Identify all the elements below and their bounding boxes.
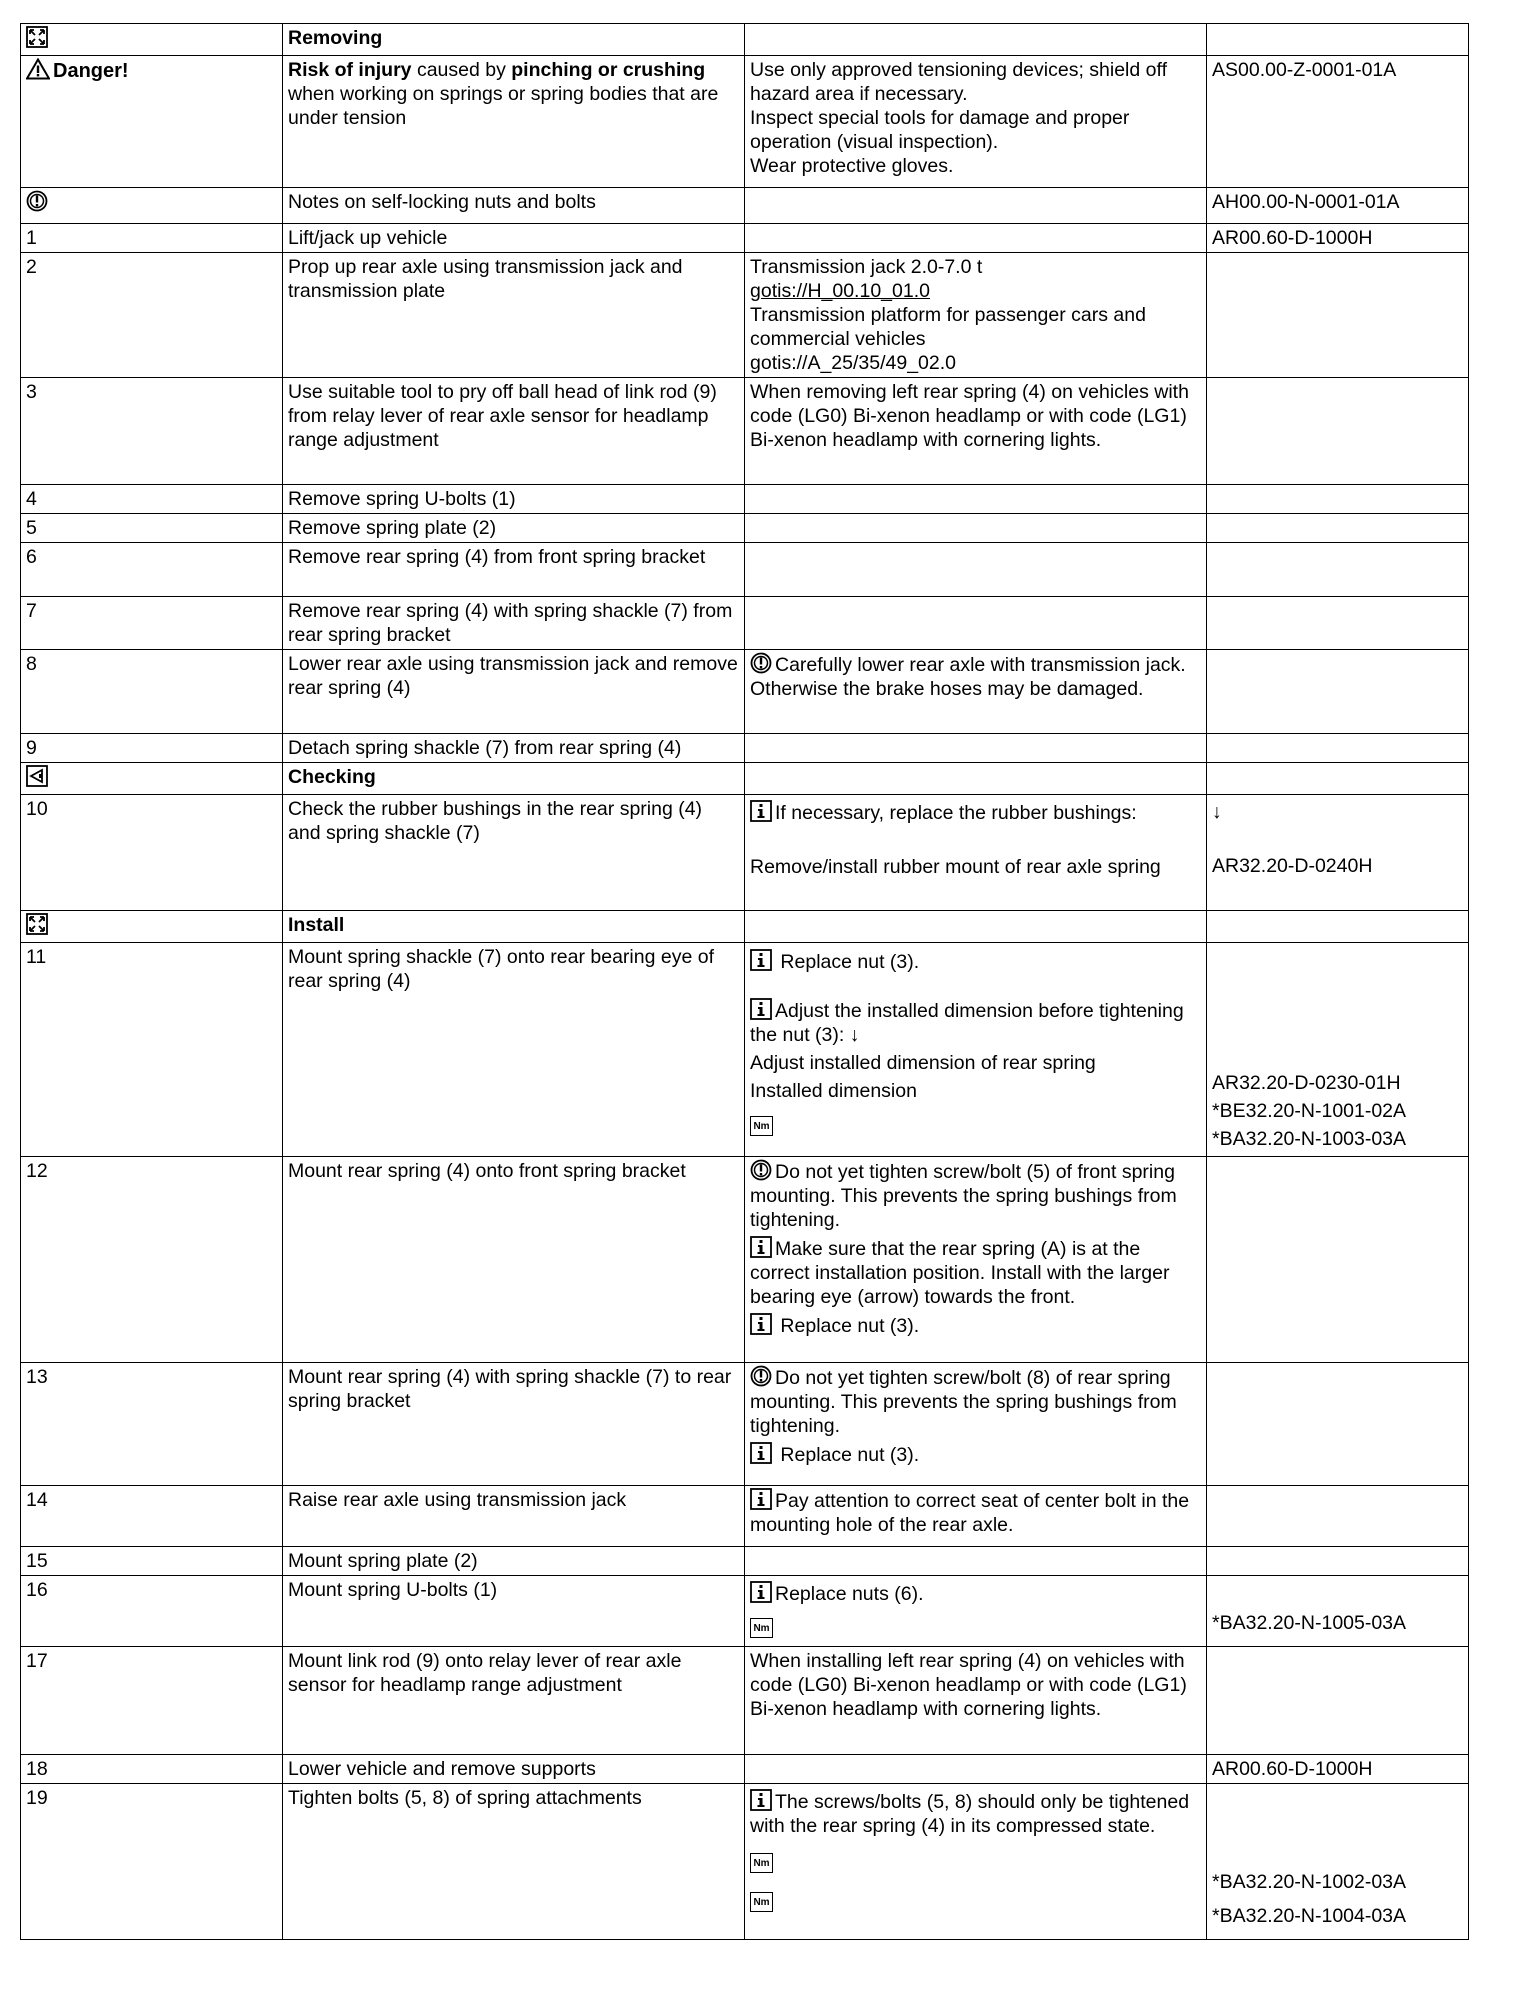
- step-row: 14 Raise rear axle using transmission jack Pay attention to correct seat of center bolt in the mounting hole of the rear axle.: [21, 1486, 1469, 1547]
- down-arrow-icon: ↓: [1212, 801, 1222, 823]
- gotis-link-platform[interactable]: gotis://A_25/35/49_02.0: [750, 352, 956, 374]
- step-row: 12 Mount rear spring (4) onto front spring bracket Do not yet tighten screw/bolt (5) of front spring mounting. This prevents the spring bushings from tightening. Make sure that the rear spring (A) is at the correct installation position. Install with the larger bearing eye (arrow) towards the front. Replace nut (3).: [21, 1157, 1469, 1363]
- info-icon: [750, 1488, 772, 1510]
- gotis-link-jack[interactable]: gotis://H_00.10_01.0: [750, 280, 930, 302]
- danger-row: [21, 56, 1469, 188]
- info-icon: [750, 949, 772, 971]
- warning-triangle-icon: [26, 58, 50, 80]
- step-row: 1 Lift/jack up vehicle AR00.60-D-1000H: [21, 224, 1469, 253]
- section-row-removing: [21, 24, 1469, 56]
- caution-icon: [750, 1159, 772, 1181]
- danger-measures: Use only approved tensioning devices; shield off hazard area if necessary. Inspect special tools for damage and proper operation (visual inspection). Wear protective gloves.: [745, 56, 1207, 188]
- info-icon: [750, 1442, 772, 1464]
- step-row: 7 Remove rear spring (4) with spring shackle (7) from rear spring bracket: [21, 597, 1469, 650]
- step-row: 18 Lower vehicle and remove supports AR00.60-D-1000H: [21, 1755, 1469, 1784]
- checking-icon: [26, 765, 48, 787]
- caution-icon: [750, 1365, 772, 1387]
- step18-ref-link[interactable]: AR00.60-D-1000H: [1207, 1755, 1469, 1784]
- step-row: 8 Lower rear axle using transmission jack and remove rear spring (4) Carefully lower rear axle with transmission jack. Otherwise the brake hoses may be damaged.: [21, 650, 1469, 734]
- notes-row: [21, 188, 1469, 224]
- section-row-checking: [21, 763, 1469, 795]
- step11-ref-link-2[interactable]: *BE32.20-N-1001-02A: [1212, 1100, 1407, 1122]
- torque-nm-icon: Nm: [750, 1618, 773, 1638]
- danger-label: Danger!: [53, 60, 129, 82]
- step-row: 5 Remove spring plate (2): [21, 514, 1469, 543]
- danger-description: Risk of injury caused by pinching or crushing when working on springs or spring bodies that are under tension: [283, 56, 745, 188]
- down-arrow-icon: ↓: [849, 1024, 860, 1046]
- torque-nm-icon: Nm: [750, 1116, 773, 1136]
- section-title-install: Install: [283, 911, 745, 943]
- removing-icon-cell: [21, 24, 283, 56]
- notes-text: Notes on self-locking nuts and bolts: [283, 188, 745, 224]
- step2-tools: Transmission jack 2.0-7.0 t gotis://H_00.10_01.0 Transmission platform for passenger cars and commercial vehicles gotis://A_25/35/49_02.0: [745, 253, 1207, 378]
- step-row: 15 Mount spring plate (2): [21, 1547, 1469, 1576]
- procedure-table: [20, 23, 1469, 1940]
- step-row: 9 Detach spring shackle (7) from rear spring (4): [21, 734, 1469, 763]
- torque-nm-icon: Nm: [750, 1853, 773, 1873]
- expand-icon: [26, 26, 48, 48]
- step-row: 13 Mount rear spring (4) with spring shackle (7) to rear spring bracket Do not yet tighten screw/bolt (8) of rear spring mounting. This prevents the spring bushings from tightening. Replace nut (3).: [21, 1363, 1469, 1486]
- step19-ref-link-1[interactable]: *BA32.20-N-1002-03A: [1212, 1871, 1407, 1893]
- step-row: 16 Mount spring U-bolts (1) Replace nuts (6). Nm *BA32.20-N-1005-03A: [21, 1576, 1469, 1647]
- step-row: 19 Tighten bolts (5, 8) of spring attachments The screws/bolts (5, 8) should only be tightened with the rear spring (4) in its compressed state. Nm Nm *BA32.20-N-1002-03A *BA32.20-N-1004-03A: [21, 1784, 1469, 1940]
- danger-cell: [21, 56, 283, 188]
- step10-ref-link[interactable]: AR32.20-D-0240H: [1212, 855, 1373, 877]
- notes-ref-link[interactable]: AH00.00-N-0001-01A: [1207, 188, 1469, 224]
- section-row-install: [21, 911, 1469, 943]
- step-row: 3 Use suitable tool to pry off ball head of link rod (9) from relay lever of rear axle sensor for headlamp range adjustment When removing left rear spring (4) on vehicles with code (LG0) Bi-xenon headlamp or with code (LG1) Bi-xenon headlamp with cornering lights.: [21, 378, 1469, 485]
- step1-ref-link[interactable]: AR00.60-D-1000H: [1207, 224, 1469, 253]
- step11-ref-link-1[interactable]: AR32.20-D-0230-01H: [1212, 1072, 1401, 1094]
- step-row: 2 Prop up rear axle using transmission jack and transmission plate Transmission jack 2.0-7.0 t gotis://H_00.10_01.0 Transmission platform for passenger cars and commercial vehicles gotis://A_25/35/49_02.0: [21, 253, 1469, 378]
- info-icon: [750, 1789, 772, 1811]
- step-row: 4 Remove spring U-bolts (1): [21, 485, 1469, 514]
- info-icon: [750, 1236, 772, 1258]
- info-icon: [750, 1313, 772, 1335]
- info-icon: [750, 1581, 772, 1603]
- step19-ref-link-2[interactable]: *BA32.20-N-1004-03A: [1212, 1905, 1407, 1927]
- step-row: 6 Remove rear spring (4) from front spring bracket: [21, 543, 1469, 597]
- info-icon: [750, 998, 772, 1020]
- section-title-checking: Checking: [283, 763, 745, 795]
- caution-icon: [750, 652, 772, 674]
- self-locking-note-icon: [26, 190, 48, 212]
- install-icon: [26, 913, 48, 935]
- step-row: 17 Mount link rod (9) onto relay lever of rear axle sensor for headlamp range adjustment When installing left rear spring (4) on vehicles with code (LG0) Bi-xenon headlamp or with code (LG1) Bi-xenon headlamp with cornering lights.: [21, 1647, 1469, 1755]
- section-title-removing: Removing: [283, 24, 745, 56]
- step16-ref-link[interactable]: *BA32.20-N-1005-03A: [1212, 1612, 1407, 1634]
- torque-nm-icon: Nm: [750, 1892, 773, 1912]
- step11-ref-link-3[interactable]: *BA32.20-N-1003-03A: [1212, 1128, 1407, 1150]
- info-icon: [750, 800, 772, 822]
- danger-ref-link[interactable]: AS00.00-Z-0001-01A: [1207, 56, 1469, 188]
- step-row: 10 Check the rubber bushings in the rear spring (4) and spring shackle (7) If necessary, replace the rubber bushings: Remove/install rubber mount of rear axle spring ↓ AR32.20-D-0240H: [21, 795, 1469, 911]
- step-row: 11 Mount spring shackle (7) onto rear bearing eye of rear spring (4) Replace nut (3). Adjust the installed dimension before tightening the nut (3): ↓ Adjust installed dimension of rear spring Installed dimension Nm AR32.20-D-0230-01H *BE32.20-N-1001-02A *BA32.20-N-1003-03A: [21, 943, 1469, 1157]
